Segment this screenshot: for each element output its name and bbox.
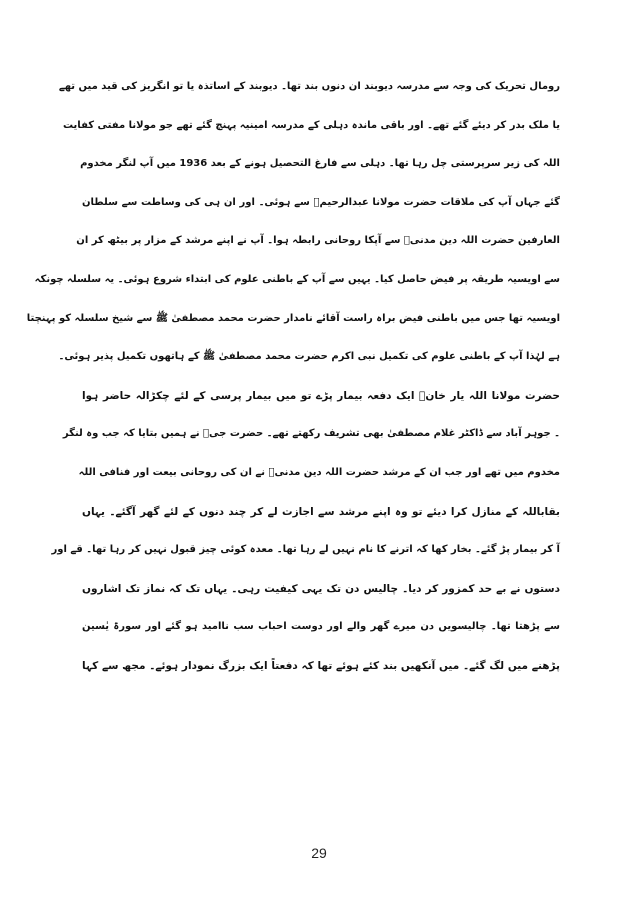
text-line: گئے جہاں آپ کی ملاقات حضرت مولانا عبدالرحیمؒ سے ہوئی۔ اور ان ہی کی وساطت سے سلطان [82, 196, 560, 208]
text-line: یا ملک بدر کر دیئے گئے تھے۔ اور باقی ماندہ دہلی کے مدرسہ امینیہ پہنچ گئے تھے جو مولانا مفتی کفایت [62, 119, 560, 131]
text-line: العارفین حضرت اللہ دین مدنیؒ سے آپکا روحانی رابطہ ہوا۔ آپ نے اپنے مرشد کے مزار پر بیٹھ کر ان [76, 235, 560, 247]
text-line: ہے لہٰذا آپ کے باطنی علوم کی تکمیل نبی اکرم حضرت محمد مصطفیٰ ﷺ کے ہاتھوں تکمیل پذیر ہوئی۔ [58, 351, 560, 363]
body-text [26, 68, 560, 686]
text-line: رومال تحریک کی وجہ سے مدرسہ دیوبند ان دنوں بند تھا۔ دیوبند کے اساتذہ یا تو انگریز کی قید میں تھے [58, 81, 560, 92]
text-line: آ کر بیمار پڑ گئے۔ بخار کھا کہ اترنے کا نام نہیں لے رہا تھا۔ معدہ کوئی چیز قبول نہیں کر رہا تھا۔ قے اور [51, 544, 560, 556]
text-line: پڑھنے میں لگ گئے۔ میں آنکھیں بند کئے ہوئے تھا کہ دفعتاً ایک بزرگ نمودار ہوئے۔ مجھ سے کہا [82, 659, 560, 672]
paragraph-1 [26, 68, 560, 377]
paragraph-2 [51, 377, 560, 686]
text-line: سے پڑھتا تھا۔ چالیسویں دن میرے گھر والے اور دوست احباب سب ناامید ہو گئے اور سورۃ یٰسین [82, 621, 560, 633]
text-line: حضرت مولانا اللہ یار خانؒ ایک دفعہ بیمار پڑے تو میں بیمار پرسی کے لئے چکڑالہ حاضر ہوا [82, 389, 560, 402]
text-line: اللہ کی زیر سرپرستی چل رہا تھا۔ دہلی سے فارغ التحصیل ہونے کے بعد 1936 میں آپ لنگر مخدوم [80, 158, 560, 170]
text-line: مخدوم میں تھے اور جب ان کے مرشد حضرت اللہ دین مدنیؒ نے ان کی روحانی بیعت اور فنافی اللہ [78, 466, 560, 478]
text-line: سے اویسیہ طریقہ پر فیض حاصل کیا۔ یہیں سے آپ کے باطنی علوم کی ابتداء شروع ہوئی۔ یہ سلسلہ چونکہ [34, 273, 560, 285]
text-line: بقاباللہ کے منازل کرا دیئے تو وہ اپنے مرشد سے اجازت لے کر چند دنوں کے لئے گھر آگئے۔ یہاں [82, 505, 560, 518]
text-line: اویسیہ تھا جس میں باطنی فیض براہ راست آقائے نامدار حضرت محمد مصطفیٰ ﷺ سے شیخ سلسلہ کو پہنچتا [26, 312, 560, 324]
text-line: دستوں نے بے حد کمزور کر دیا۔ چالیس دن تک یہی کیفیت رہی۔ یہاں تک کہ نماز تک اشاروں [82, 582, 560, 595]
text-line: ۔ جوہر آباد سے ڈاکٹر غلام مصطفیٰ بھی تشریف رکھتے تھے۔ حضرت جیؒ نے ہمیں بتایا کہ جب وہ لنگر [62, 428, 560, 440]
page-number: 29 [311, 845, 327, 861]
